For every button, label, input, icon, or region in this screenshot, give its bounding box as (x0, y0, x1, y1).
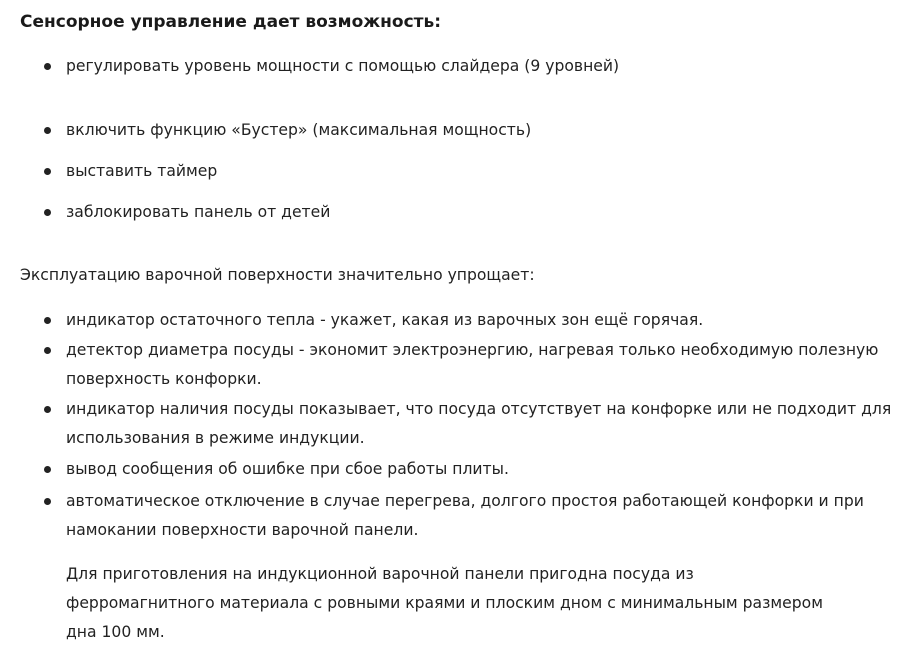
list-item-text: выставить таймер (66, 162, 218, 180)
list-item-text: включить функцию «Бустер» (максимальная мощность) (66, 121, 532, 139)
list-item-text: индикатор наличия посуды показывает, что посуда отсутствует на конфорке или не подходит для использования в режиме индукции. (66, 400, 892, 447)
list-item-text: детектор диаметра посуды - экономит электроэнергию, нагревая только необходимую полезную поверхность конфорки. (66, 341, 879, 388)
list-item-text: вывод сообщения об ошибке при сбое работы плиты. (66, 460, 509, 478)
list-item (44, 455, 894, 484)
list-item-text: заблокировать панель от детей (66, 203, 331, 221)
intro-paragraph: Эксплуатацию варочной поверхности значительно упрощает: (20, 266, 535, 284)
list-item (44, 157, 884, 186)
note-paragraph: Для приготовления на индукционной варочной панели пригодна посуда из ферромагнитного материала с ровными краями и плоским дном с минимальным размером дна 100 мм. (66, 565, 823, 641)
list-item (44, 395, 894, 453)
list-item (44, 52, 884, 81)
list-item (44, 336, 894, 394)
list-item-text: регулировать уровень мощности с помощью слайдера (9 уровней) (66, 57, 620, 75)
list-item-text: автоматическое отключение в случае перегрева, долгого простоя работающей конфорки и при намокании поверхности варочной панели. (66, 492, 864, 539)
list-item (44, 116, 884, 145)
section-heading: Сенсорное управление дает возможность: (20, 12, 442, 32)
list-item (44, 198, 884, 227)
list-item-text: индикатор остаточного тепла - укажет, какая из варочных зон ещё горячая. (66, 311, 704, 329)
list-item (44, 487, 906, 545)
list-item (44, 306, 894, 335)
